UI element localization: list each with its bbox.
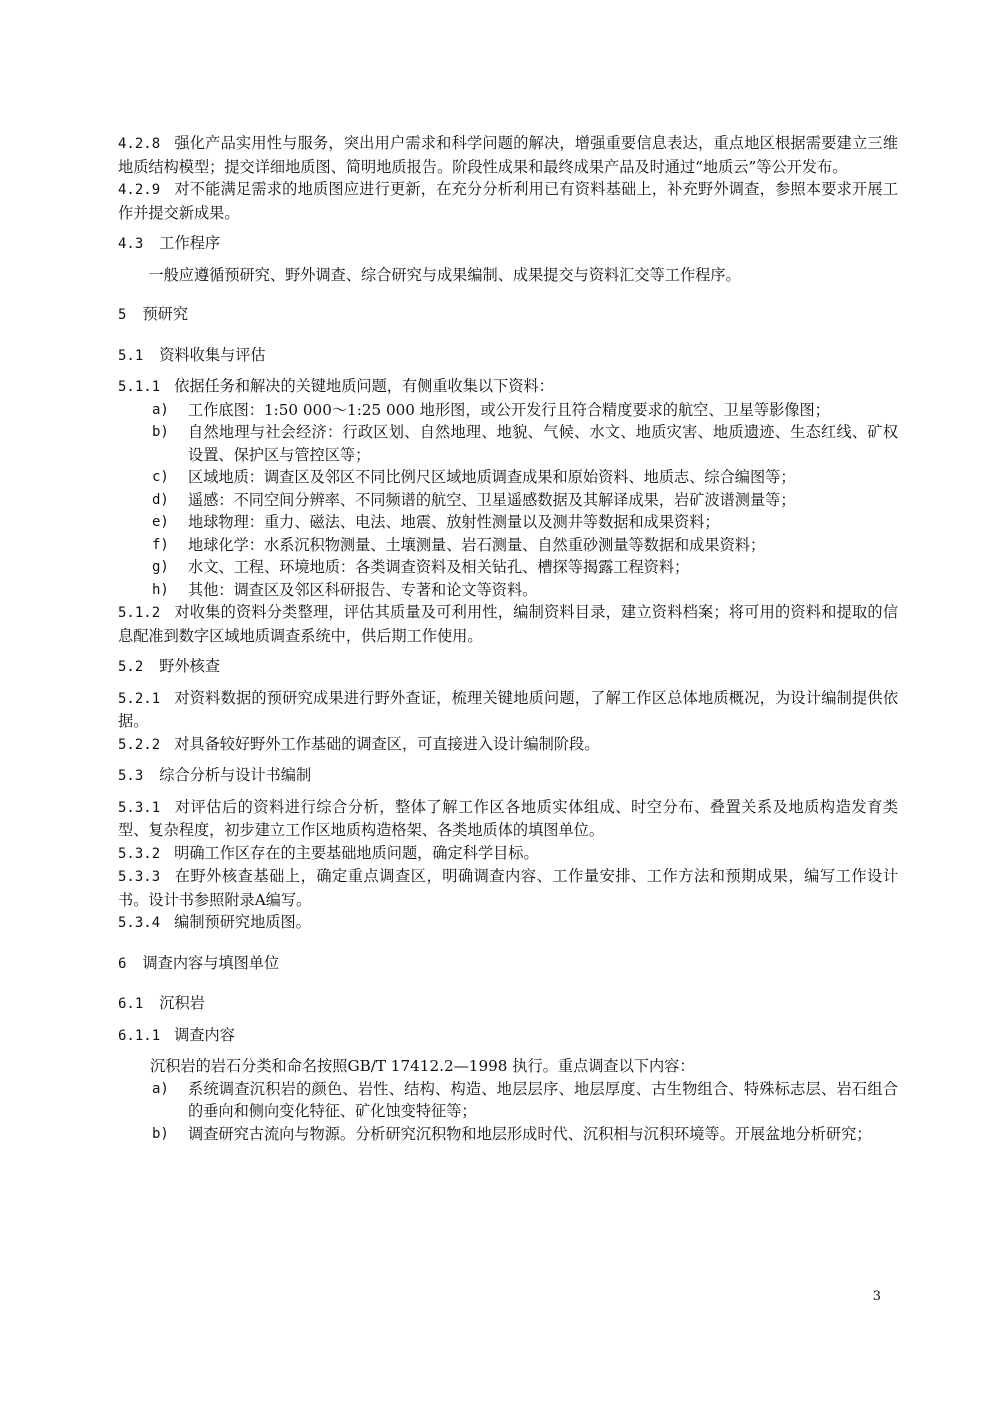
list-text: 地球化学：水系沉积物测量、土壤测量、岩石测量、自然重砂测量等数据和成果资料；: [188, 535, 766, 554]
list-label: a): [152, 401, 169, 418]
clause-text: 编制预研究地质图。: [174, 913, 311, 931]
heading-title: 沉积岩: [159, 994, 205, 1012]
heading-title: 预研究: [142, 305, 188, 323]
list-text: 遥感：不同空间分辨率、不同频谱的航空、卫星遥感数据及其解译成果，岩矿波谱测量等；: [188, 490, 796, 509]
list-text: 系统调查沉积岩的颜色、岩性、结构、构造、地层层序、地层厚度、古生物组合、特殊标志层、岩石组合的垂向和侧向变化特征、矿化蚀变特征等；: [188, 1079, 898, 1120]
clause-5-3-3: [118, 865, 898, 911]
page-content: [118, 132, 898, 1145]
list-item: [118, 1123, 898, 1146]
clause-text: 对不能满足需求的地质图应进行更新，在充分分析利用已有资料基础上，补充野外调查，参照本要求开展工作并提交新成果。: [118, 180, 898, 222]
clause-text: 对收集的资料分类整理，评估其质量及可利用性，编制资料目录，建立资料档案；将可用的资料和提取的信息配准到数字区域地质调查系统中，供后期工作使用。: [118, 603, 898, 645]
list-item: [118, 399, 898, 422]
heading-number: 5.1: [118, 347, 144, 364]
heading-5: [118, 303, 898, 327]
clause-number: 5.2.2: [118, 736, 161, 753]
clause-number: 4.2.9: [118, 182, 161, 198]
clause-text: 对资料数据的预研究成果进行野外查证，梳理关键地质问题，了解工作区总体地质概况，为设计编制提供依据。: [118, 688, 898, 730]
list-label: a): [152, 1080, 169, 1097]
list-item: [118, 489, 898, 512]
clause-text: 调查内容: [174, 1025, 235, 1044]
clause-5-2-2: [118, 733, 898, 757]
list-text: 地球物理：重力、磁法、电法、地震、放射性测量以及测井等数据和成果资料；: [188, 513, 720, 531]
clause-number: 5.3.4: [118, 915, 161, 931]
list-5-1-1: [118, 399, 898, 602]
heading-number: 5: [118, 307, 127, 323]
list-item: [118, 579, 898, 602]
heading-number: 4.3: [118, 236, 144, 252]
list-text: 工作底图：1:50 000～1:25 000 地形图，或公开发行且符合精度要求的航空、卫星等影像图；: [188, 400, 830, 419]
list-6-1-1: [118, 1078, 898, 1146]
clause-5-3-4: [118, 911, 898, 935]
heading-number: 6: [118, 955, 127, 972]
clause-4-2-9: [118, 178, 898, 224]
page-number: 3: [872, 1289, 881, 1304]
heading-5-1: [118, 344, 898, 368]
heading-5-3: [118, 764, 898, 788]
clause-5-3-1: [118, 796, 898, 842]
clause-5-3-2: [118, 842, 898, 866]
clause-text: 在野外核查基础上，确定重点调查区，明确调查内容、工作量安排、工作方法和预期成果，编写工作设计书。设计书参照附录A编写。: [118, 867, 898, 909]
clause-4-2-8: [118, 132, 898, 178]
list-item: [118, 466, 898, 489]
list-label: f): [152, 536, 169, 553]
heading-title: 综合分析与设计书编制: [159, 766, 312, 784]
clause-number: 5.3.1: [118, 799, 161, 816]
list-item: [118, 421, 898, 466]
heading-number: 6.1: [118, 996, 144, 1012]
list-text: 水文、工程、环境地质：各类调查资料及相关钻孔、槽探等揭露工程资料；: [188, 558, 690, 576]
list-item: [118, 534, 898, 557]
clause-number: 6.1.1: [118, 1027, 161, 1044]
list-label: b): [152, 1125, 169, 1142]
clause-number: 5.2.1: [118, 690, 161, 707]
clause-number: 5.1.2: [118, 605, 161, 621]
clause-text: 明确工作区存在的主要基础地质问题，确定科学目标。: [174, 843, 539, 862]
heading-number: 5.2: [118, 659, 144, 675]
list-text: 调查研究古流向与物源。分析研究沉积物和地层形成时代、沉积相与沉积环境等。开展盆地分析研究；: [188, 1124, 872, 1143]
heading-title: 野外核查: [159, 657, 221, 675]
list-label: b): [152, 424, 169, 440]
clause-text: 强化产品实用性与服务，突出用户需求和科学问题的解决，增强重要信息表达，重点地区根据需要建立三维地质结构模型；提交详细地质图、简明地质报告。阶段性成果和最终成果产品及时通过“地质云”等公开发布。: [118, 134, 898, 176]
heading-title: 工作程序: [159, 234, 221, 252]
clause-6-1-1: [118, 1024, 898, 1048]
list-label: e): [152, 514, 169, 530]
heading-4-3: [118, 232, 898, 256]
heading-6: [118, 952, 898, 976]
clause-5-1-1: [118, 375, 898, 399]
clause-text: 依据任务和解决的关键地质问题，有侧重收集以下资料：: [174, 377, 554, 395]
heading-5-2: [118, 655, 898, 679]
list-item: [118, 511, 898, 534]
list-item: [118, 556, 898, 579]
list-label: d): [152, 491, 169, 508]
heading-title: 调查内容与填图单位: [142, 953, 280, 972]
clause-text: 对评估后的资料进行综合分析，整体了解工作区各地质实体组成、时空分布、叠置关系及地质构造发育类型、复杂程度，初步建立工作区地质构造格架、各类地质体的填图单位。: [118, 797, 898, 839]
list-text: 自然地理与社会经济：行政区划、自然地理、地貌、气候、水文、地质灾害、地质遗迹、生态红线、矿权设置、保护区与管控区等；: [188, 423, 898, 464]
paragraph-4-3: 一般应遵循预研究、野外调查、综合研究与成果编制、成果提交与资料汇交等工作程序。: [148, 265, 741, 284]
list-text: 区域地质：调查区及邻区不同比例尺区域地质调查成果和原始资料、地质志、综合编图等；: [188, 468, 796, 486]
heading-6-1: [118, 992, 898, 1016]
clause-number: 5.3.2: [118, 845, 161, 862]
list-label: h): [152, 581, 169, 598]
list-label: c): [152, 469, 169, 485]
clause-5-2-1: [118, 687, 898, 733]
clause-text: 对具备较好野外工作基础的调查区，可直接进入设计编制阶段。: [174, 734, 600, 753]
clause-number: 5.3.3: [118, 869, 161, 885]
clause-5-1-2: [118, 601, 898, 647]
heading-number: 5.3: [118, 768, 144, 784]
list-label: g): [152, 559, 169, 575]
paragraph-6-1-1-intro: 沉积岩的岩石分类和命名按照GB/T 17412.2—1998 执行。重点调查以下内容：: [150, 1057, 695, 1075]
clause-number: 5.1.1: [118, 379, 161, 395]
clause-number: 4.2.8: [118, 136, 161, 152]
list-item: [118, 1078, 898, 1123]
heading-title: 资料收集与评估: [159, 345, 266, 364]
list-text: 其他：调查区及邻区科研报告、专著和论文等资料。: [188, 580, 538, 599]
